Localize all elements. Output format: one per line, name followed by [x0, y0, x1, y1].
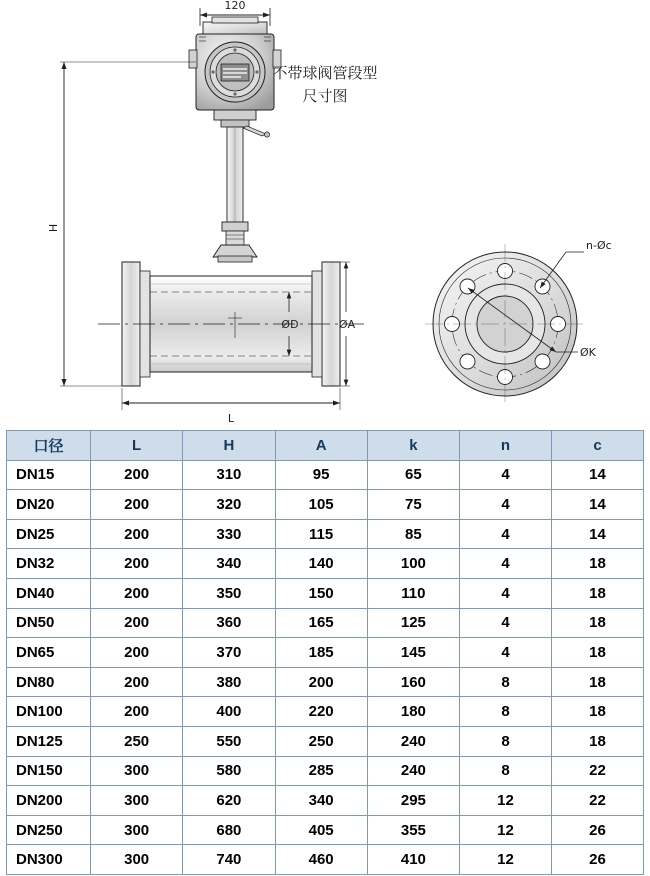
cell-value: 4 [460, 578, 552, 608]
cell-dn: DN80 [7, 667, 91, 697]
cell-dn: DN100 [7, 697, 91, 727]
cell-value: 295 [367, 786, 459, 816]
cell-value: 250 [275, 726, 367, 756]
flange-face-view [425, 244, 585, 404]
table-row [7, 756, 644, 786]
cell-value: 140 [275, 549, 367, 579]
cell-value: 4 [460, 460, 552, 490]
cell-value: 95 [275, 460, 367, 490]
cell-value: 240 [367, 726, 459, 756]
col-header-a: A [275, 431, 367, 461]
table-row [7, 578, 644, 608]
cell-value: 105 [275, 490, 367, 520]
cell-value: 200 [91, 638, 183, 668]
table-row [7, 608, 644, 638]
cell-value: 250 [91, 726, 183, 756]
cell-value: 4 [460, 549, 552, 579]
cell-value: 75 [367, 490, 459, 520]
cell-value: 200 [91, 578, 183, 608]
cell-value: 300 [91, 815, 183, 845]
spec-table-wrapper [6, 430, 644, 875]
cell-dn: DN25 [7, 519, 91, 549]
diagram-caption [240, 62, 410, 109]
cell-dn: DN20 [7, 490, 91, 520]
spec-table [6, 430, 644, 875]
cell-dn: DN300 [7, 845, 91, 875]
cell-value: 330 [183, 519, 275, 549]
table-row [7, 786, 644, 816]
cell-value: 220 [275, 697, 367, 727]
cell-value: 26 [552, 845, 644, 875]
cell-value: 12 [460, 786, 552, 816]
cell-value: 200 [91, 697, 183, 727]
cell-value: 150 [275, 578, 367, 608]
cell-value: 18 [552, 667, 644, 697]
cell-value: 18 [552, 726, 644, 756]
cell-value: 160 [367, 667, 459, 697]
table-row [7, 845, 644, 875]
cell-value: 410 [367, 845, 459, 875]
cell-value: 65 [367, 460, 459, 490]
cell-dn: DN250 [7, 815, 91, 845]
cell-dn: DN150 [7, 756, 91, 786]
label-dia-d: ØD [281, 318, 299, 331]
col-header-h: H [183, 431, 275, 461]
col-header-k: k [367, 431, 459, 461]
cell-value: 310 [183, 460, 275, 490]
cell-value: 125 [367, 608, 459, 638]
cell-value: 240 [367, 756, 459, 786]
cell-value: 200 [91, 608, 183, 638]
cell-dn: DN125 [7, 726, 91, 756]
table-body [7, 460, 644, 874]
cell-value: 4 [460, 490, 552, 520]
cell-value: 165 [275, 608, 367, 638]
cell-value: 22 [552, 786, 644, 816]
cell-value: 115 [275, 519, 367, 549]
cell-dn: DN40 [7, 578, 91, 608]
cell-value: 180 [367, 697, 459, 727]
cell-value: 26 [552, 815, 644, 845]
table-row [7, 490, 644, 520]
cell-value: 8 [460, 726, 552, 756]
cell-value: 200 [91, 667, 183, 697]
cell-value: 18 [552, 638, 644, 668]
cell-value: 200 [91, 460, 183, 490]
label-bolt-holes: n-Øc [586, 239, 612, 252]
table-row [7, 638, 644, 668]
cell-value: 12 [460, 845, 552, 875]
cell-value: 200 [91, 490, 183, 520]
pipe-body [98, 262, 364, 386]
label-dia-k: ØK [580, 346, 596, 359]
cell-value: 4 [460, 638, 552, 668]
cell-value: 18 [552, 549, 644, 579]
cell-value: 18 [552, 697, 644, 727]
col-header-l: L [91, 431, 183, 461]
cell-dn: DN200 [7, 786, 91, 816]
label-top-width: 120 [224, 0, 246, 12]
col-header-dn: 口径 [7, 431, 91, 461]
cell-value: 340 [183, 549, 275, 579]
table-row [7, 726, 644, 756]
cell-dn: DN32 [7, 549, 91, 579]
col-header-c: c [552, 431, 644, 461]
cell-value: 145 [367, 638, 459, 668]
cell-value: 85 [367, 519, 459, 549]
cell-value: 350 [183, 578, 275, 608]
cell-value: 360 [183, 608, 275, 638]
cell-value: 400 [183, 697, 275, 727]
cell-value: 285 [275, 756, 367, 786]
cell-value: 100 [367, 549, 459, 579]
caption-line-2: 尺寸图 [302, 87, 348, 106]
table-row [7, 460, 644, 490]
cell-value: 8 [460, 667, 552, 697]
cell-value: 300 [91, 756, 183, 786]
cell-value: 300 [91, 786, 183, 816]
cell-value: 4 [460, 519, 552, 549]
cell-value: 8 [460, 697, 552, 727]
cell-value: 340 [275, 786, 367, 816]
cell-value: 370 [183, 638, 275, 668]
cell-value: 620 [183, 786, 275, 816]
cell-value: 14 [552, 490, 644, 520]
caption-line-1: 不带球阀管段型 [272, 64, 378, 82]
cell-value: 200 [91, 549, 183, 579]
cell-value: 405 [275, 815, 367, 845]
cell-dn: DN50 [7, 608, 91, 638]
cell-value: 460 [275, 845, 367, 875]
cell-value: 14 [552, 519, 644, 549]
cell-value: 18 [552, 608, 644, 638]
cell-value: 4 [460, 608, 552, 638]
cell-value: 22 [552, 756, 644, 786]
label-length-l: L [227, 412, 235, 425]
label-height-h: H [47, 223, 60, 233]
cell-value: 8 [460, 756, 552, 786]
dim-length-l [122, 388, 340, 410]
cell-dn: DN65 [7, 638, 91, 668]
cell-value: 200 [91, 519, 183, 549]
col-header-n: n [460, 431, 552, 461]
probe-stem [213, 126, 270, 262]
cell-value: 185 [275, 638, 367, 668]
table-row [7, 549, 644, 579]
table-row [7, 519, 644, 549]
cell-value: 200 [275, 667, 367, 697]
cell-value: 320 [183, 490, 275, 520]
label-dia-a: ØA [338, 318, 356, 331]
cell-value: 300 [91, 845, 183, 875]
cell-value: 550 [183, 726, 275, 756]
cell-dn: DN15 [7, 460, 91, 490]
dimension-drawing [0, 0, 650, 430]
cell-value: 680 [183, 815, 275, 845]
table-row [7, 697, 644, 727]
table-row [7, 815, 644, 845]
cell-value: 580 [183, 756, 275, 786]
table-header-row [7, 431, 644, 461]
table-row [7, 667, 644, 697]
cell-value: 380 [183, 667, 275, 697]
cell-value: 110 [367, 578, 459, 608]
cell-value: 355 [367, 815, 459, 845]
cell-value: 12 [460, 815, 552, 845]
cell-value: 18 [552, 578, 644, 608]
cell-value: 14 [552, 460, 644, 490]
cell-value: 740 [183, 845, 275, 875]
